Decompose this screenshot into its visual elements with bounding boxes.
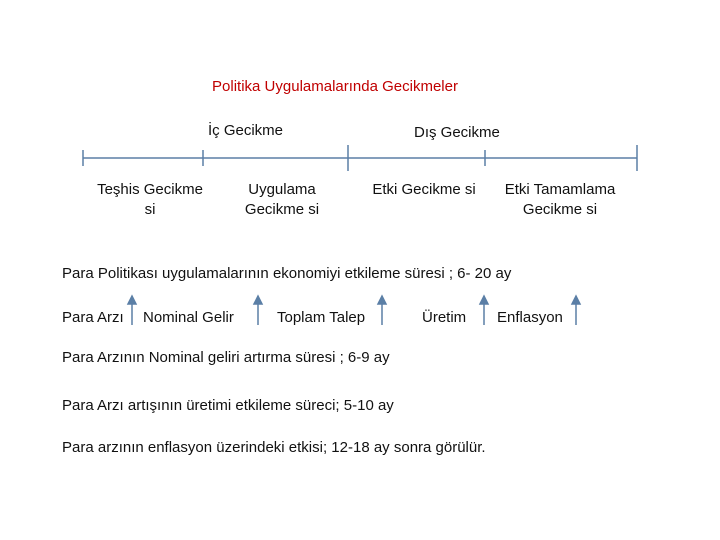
page-title: Politika Uygulamalarında Gecikmeler [212, 78, 458, 95]
arrow-up-icon [480, 296, 488, 325]
inner-delay-label: İç Gecikme [208, 122, 284, 139]
statement-inflation: Para arzının enflasyon üzerindeki etkisi; 12-18 ay sonra görülür. [62, 439, 486, 456]
stage-impact-lag: Etki Gecikme si [372, 181, 476, 198]
chain-nominal-income: Nominal Gelir [143, 309, 234, 326]
chain-production: Üretim [422, 309, 467, 326]
stage-completion-lag: Etki Tamamlama Gecikme si [504, 181, 616, 218]
chain-inflation: Enflasyon [497, 309, 563, 326]
arrow-up-icon [128, 296, 136, 325]
stage-recognition-lag: Teşhis Gecikme si [97, 181, 203, 218]
chain-aggregate-demand: Toplam Talep [277, 309, 366, 326]
arrow-up-icon [572, 296, 580, 325]
arrow-up-icon [254, 296, 262, 325]
chain-money-supply: Para Arzı [62, 309, 124, 326]
statement-nominal-income: Para Arzının Nominal geliri artırma süresi ; 6-9 ay [62, 349, 390, 366]
outer-delay-label: Dış Gecikme [414, 124, 500, 141]
stage-implementation-lag: Uygulama Gecikme si [244, 181, 320, 218]
statement-production: Para Arzı artışının üretimi etkileme süreci; 5-10 ay [62, 397, 394, 414]
arrow-up-icon [378, 296, 386, 325]
statement-total-lag: Para Politikası uygulamalarının ekonomiyi etkileme süresi ; 6- 20 ay [62, 265, 512, 282]
